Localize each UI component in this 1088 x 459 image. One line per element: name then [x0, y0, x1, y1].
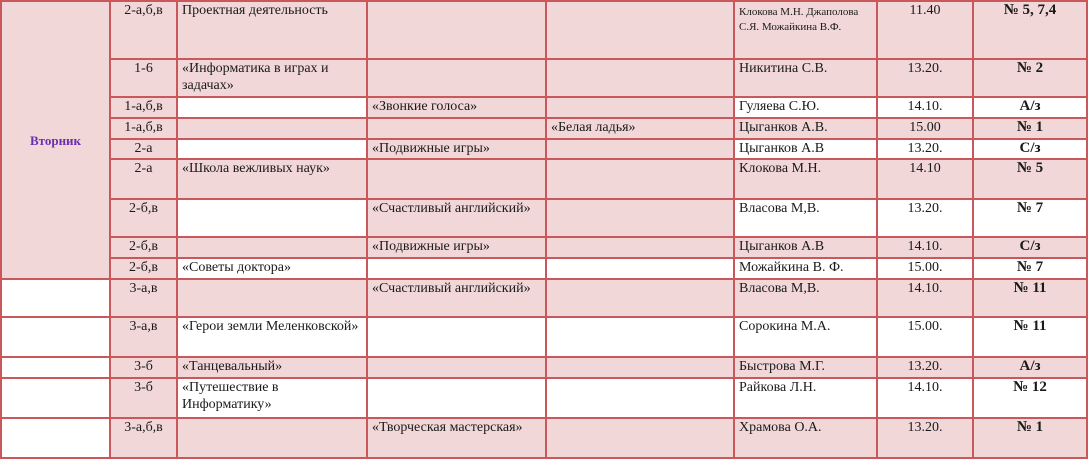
activity-cell: «Белая ладья» — [546, 118, 734, 139]
activity-cell — [367, 159, 546, 199]
room-cell: № 11 — [973, 279, 1087, 317]
time-cell: 13.20. — [877, 139, 973, 159]
day-cell-empty — [1, 317, 110, 357]
activity-cell — [546, 279, 734, 317]
activity-cell — [177, 237, 367, 258]
teacher-cell: Цыганков А.В — [734, 139, 877, 159]
time-cell: 13.20. — [877, 199, 973, 237]
table-row — [1, 59, 1087, 97]
activity-cell — [177, 97, 367, 118]
table-row — [1, 199, 1087, 237]
activity-cell — [367, 258, 546, 279]
grade-cell: 2-б,в — [110, 199, 177, 237]
time-cell: 14.10. — [877, 97, 973, 118]
room-cell: № 12 — [973, 378, 1087, 418]
table-row — [1, 279, 1087, 317]
table-row — [1, 139, 1087, 159]
activity-cell — [177, 418, 367, 458]
teacher-cell: Власова М,В. — [734, 279, 877, 317]
time-cell: 11.40 — [877, 1, 973, 59]
grade-cell: 3-а,в — [110, 317, 177, 357]
grade-cell: 3-б — [110, 378, 177, 418]
grade-cell: 1-а,б,в — [110, 118, 177, 139]
grade-cell: 3-б — [110, 357, 177, 378]
activity-cell: «Путешествие в Информатику» — [177, 378, 367, 418]
activity-cell — [546, 317, 734, 357]
room-cell: № 1 — [973, 418, 1087, 458]
table-row — [1, 159, 1087, 199]
activity-cell: «Информатика в играх и задачах» — [177, 59, 367, 97]
grade-cell: 2-а — [110, 139, 177, 159]
activity-cell: «Подвижные игры» — [367, 139, 546, 159]
activity-cell: «Герои земли Меленковской» — [177, 317, 367, 357]
teacher-cell: Сорокина М.А. — [734, 317, 877, 357]
room-cell: № 2 — [973, 59, 1087, 97]
grade-cell: 2-б,в — [110, 258, 177, 279]
grade-cell: 2-а — [110, 159, 177, 199]
time-cell: 13.20. — [877, 418, 973, 458]
table-row — [1, 418, 1087, 458]
day-cell-empty — [1, 378, 110, 418]
time-cell: 14.10. — [877, 279, 973, 317]
room-cell: № 7 — [973, 258, 1087, 279]
time-cell: 15.00 — [877, 118, 973, 139]
activity-cell — [367, 357, 546, 378]
time-cell: 14.10 — [877, 159, 973, 199]
teacher-cell: Гуляева С.Ю. — [734, 97, 877, 118]
activity-cell: «Танцевальный» — [177, 357, 367, 378]
activity-cell — [546, 418, 734, 458]
activity-cell — [546, 139, 734, 159]
activity-cell: Проектная деятельность — [177, 1, 367, 59]
teacher-cell: Цыганков А.В — [734, 237, 877, 258]
teacher-cell: Быстрова М.Г. — [734, 357, 877, 378]
table-row — [1, 357, 1087, 378]
teacher-cell: Храмова О.А. — [734, 418, 877, 458]
activity-cell — [546, 1, 734, 59]
activity-cell: «Счастливый английский» — [367, 279, 546, 317]
day-cell-empty — [1, 279, 110, 317]
activity-cell — [367, 317, 546, 357]
time-cell: 13.20. — [877, 357, 973, 378]
activity-cell — [546, 159, 734, 199]
activity-cell — [546, 237, 734, 258]
time-cell: 13.20. — [877, 59, 973, 97]
grade-cell: 2-а,б,в — [110, 1, 177, 59]
activity-cell — [367, 118, 546, 139]
room-cell: № 5 — [973, 159, 1087, 199]
activity-cell — [367, 59, 546, 97]
activity-cell — [546, 378, 734, 418]
room-cell: № 7 — [973, 199, 1087, 237]
activity-cell: «Школа вежливых наук» — [177, 159, 367, 199]
room-cell: А/з — [973, 357, 1087, 378]
activity-cell — [367, 1, 546, 59]
table-row — [1, 1, 1087, 59]
time-cell: 14.10. — [877, 378, 973, 418]
day-cell: Вторник — [1, 1, 110, 279]
grade-cell: 1-6 — [110, 59, 177, 97]
day-cell-empty — [1, 357, 110, 378]
teacher-cell: Райкова Л.Н. — [734, 378, 877, 418]
grade-cell: 3-а,б,в — [110, 418, 177, 458]
room-cell: А/з — [973, 97, 1087, 118]
time-cell: 15.00. — [877, 317, 973, 357]
activity-cell — [177, 139, 367, 159]
grade-cell: 3-а,в — [110, 279, 177, 317]
activity-cell — [546, 199, 734, 237]
activity-cell: «Счастливый английский» — [367, 199, 546, 237]
activity-cell — [546, 59, 734, 97]
room-cell: С/з — [973, 237, 1087, 258]
time-cell: 14.10. — [877, 237, 973, 258]
activity-cell — [546, 357, 734, 378]
day-cell-empty — [1, 418, 110, 458]
activity-cell — [177, 199, 367, 237]
teacher-cell: Клокова М.Н. — [734, 159, 877, 199]
activity-cell — [367, 378, 546, 418]
table-row — [1, 378, 1087, 418]
grade-cell: 1-а,б,в — [110, 97, 177, 118]
teacher-cell: Можайкина В. Ф. — [734, 258, 877, 279]
activity-cell — [177, 118, 367, 139]
activity-cell — [546, 97, 734, 118]
table-row — [1, 118, 1087, 139]
table-row — [1, 317, 1087, 357]
room-cell: № 5, 7,4 — [973, 1, 1087, 59]
activity-cell: «Творческая мастерская» — [367, 418, 546, 458]
teacher-cell: Цыганков А.В. — [734, 118, 877, 139]
activity-cell: «Подвижные игры» — [367, 237, 546, 258]
time-cell: 15.00. — [877, 258, 973, 279]
table-row — [1, 237, 1087, 258]
activity-cell — [177, 279, 367, 317]
activity-cell: «Звонкие голоса» — [367, 97, 546, 118]
teacher-cell: Клокова М.Н. Джаполова С.Я. Можайкина В.Ф. — [734, 1, 877, 59]
room-cell: С/з — [973, 139, 1087, 159]
teacher-cell: Власова М,В. — [734, 199, 877, 237]
table-row — [1, 258, 1087, 279]
room-cell: № 1 — [973, 118, 1087, 139]
table-row — [1, 97, 1087, 118]
activity-cell: «Советы доктора» — [177, 258, 367, 279]
teacher-cell: Никитина С.В. — [734, 59, 877, 97]
activity-cell — [546, 258, 734, 279]
grade-cell: 2-б,в — [110, 237, 177, 258]
room-cell: № 11 — [973, 317, 1087, 357]
